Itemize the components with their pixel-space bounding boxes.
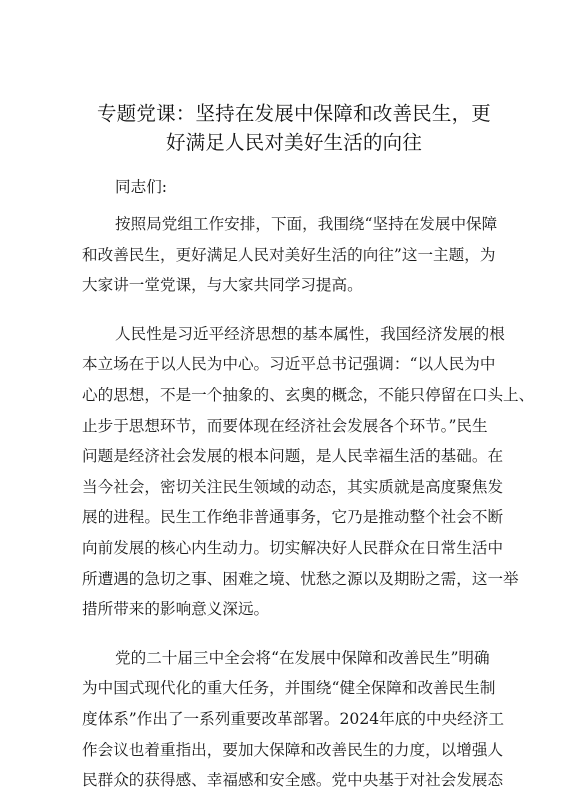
document-body	[82, 173, 535, 796]
paragraph-line: 止步于思想环节，而要体现在经济社会发展各个环节。”民生	[82, 416, 488, 435]
paragraph-line: 作会议也着重指出，要加大保障和改善民生的力度，以增强人	[82, 740, 504, 759]
paragraph-line: 所遭遇的急切之事、困难之境、忧愁之源以及期盼之需，这一举	[82, 569, 519, 588]
paragraph-line: 大家讲一堂党课，与大家共同学习提高。	[82, 276, 363, 295]
paragraph-line: 当今社会，密切关注民生领域的动态，其实质就是高度聚焦发	[82, 477, 504, 496]
paragraph-line: 措所带来的影响意义深远。	[82, 600, 270, 619]
paragraph-line: 度体系”作出了一系列重要改革部署。2024年底的中央经济工	[82, 709, 504, 728]
paragraph-line: 和改善民生，更好满足人民对美好生活的向往”这一主题，为	[82, 245, 496, 264]
paragraph-line: 本立场在于以人民为中心。习近平总书记强调：“以人民为中	[82, 355, 496, 374]
paragraph-line: 人民性是习近平经济思想的基本属性，我国经济发展的根	[115, 324, 505, 343]
salutation: 同志们:	[115, 178, 168, 196]
paragraph	[82, 209, 506, 301]
paragraph-line: 按照局党组工作安排，下面，我围绕“坚持在发展中保障	[115, 215, 498, 233]
paragraph-line: 问题是经济社会发展的根本问题，是人民幸福生活的基础。在	[82, 447, 504, 466]
paragraph-line: 心的思想，不是一个抽象的、玄奥的概念，不能只停留在口头上、	[82, 385, 535, 404]
paragraph-line: 为中国式现代化的重大任务，并围绕“健全保障和改善民生制	[82, 679, 496, 698]
paragraph-line: 向前发展的核心内生动力。切实解决好人民群众在日常生活中	[82, 538, 504, 557]
paragraph-line: 党的二十届三中全会将“在发展中保障和改善民生”明确	[115, 648, 490, 667]
title-line: 好满足人民对美好生活的向往	[165, 131, 423, 154]
paragraph	[82, 643, 506, 796]
title-line: 专题党课：坚持在发展中保障和改善民生，更	[96, 102, 491, 125]
paragraph	[82, 319, 535, 625]
paragraph-line: 展的进程。民生工作绝非普通事务，它乃是推动整个社会不断	[82, 508, 504, 527]
paragraph-line: 民群众的获得感、幸福感和安全感。党中央基于对社会发展态	[82, 771, 504, 790]
document-title	[82, 99, 506, 157]
